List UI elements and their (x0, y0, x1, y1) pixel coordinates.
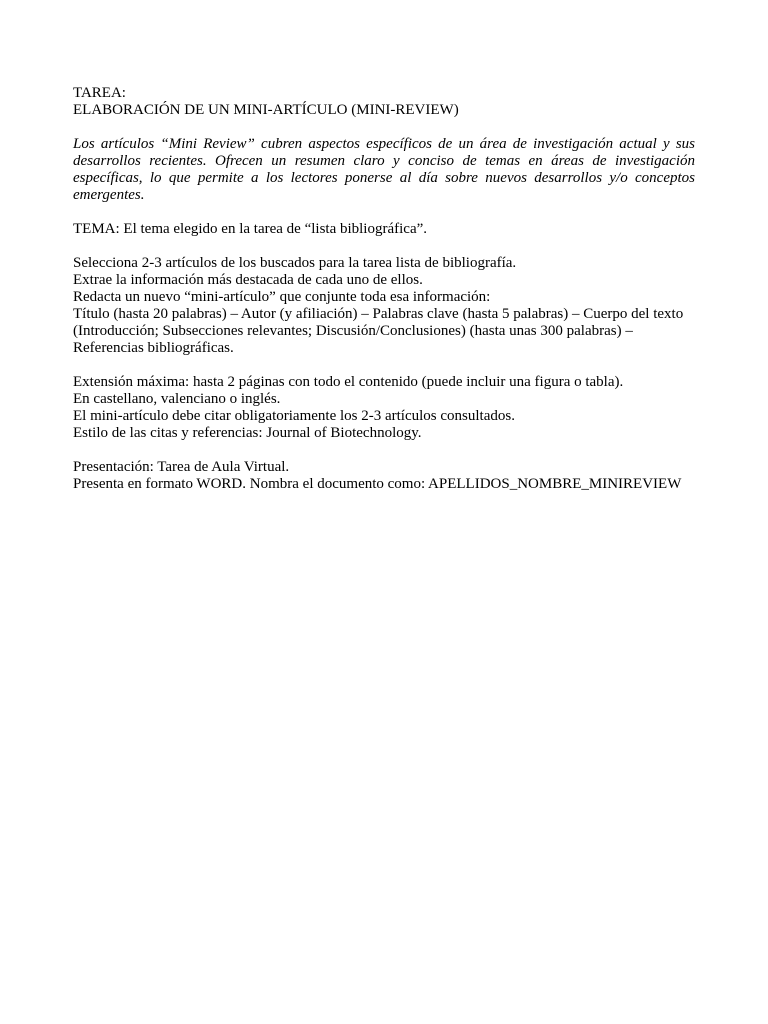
spacer (73, 204, 695, 221)
topic-line: TEMA: El tema elegido en la tarea de “lista bibliográfica”. (73, 221, 428, 237)
spacer (73, 119, 695, 136)
step-item: Selecciona 2-3 artículos de los buscados para la tarea lista de bibliografía. (73, 255, 517, 271)
presentation-item: Presentación: Tarea de Aula Virtual. (73, 459, 290, 475)
requirement-item: Extensión máxima: hasta 2 páginas con todo el contenido (puede incluir una figura o tabla). (73, 374, 624, 390)
steps-list (73, 255, 695, 357)
requirement-item: Estilo de las citas y referencias: Journal of Biotechnology. (73, 425, 422, 441)
presentation-block (73, 459, 695, 493)
spacer (73, 238, 695, 255)
document-title: ELABORACIÓN DE UN MINI-ARTÍCULO (MINI-REVIEW) (73, 102, 459, 118)
step-item: Extrae la información más destacada de cada uno de ellos. (73, 272, 423, 288)
requirements-list (73, 374, 695, 442)
step-item: Título (hasta 20 palabras) – Autor (y afiliación) – Palabras clave (hasta 5 palabras) – Cuerpo del texto (Introducción; Subsecciones relevantes; Discusión/Conclusiones) (hasta unas 300 palabras) – Referencias bibliográficas. (73, 306, 684, 356)
requirement-item: En castellano, valenciano o inglés. (73, 391, 281, 407)
requirement-item: El mini-artículo debe citar obligatoriamente los 2-3 artículos consultados. (73, 408, 515, 424)
step-item: Redacta un nuevo “mini-artículo” que conjunte toda esa información: (73, 289, 491, 305)
spacer (73, 357, 695, 374)
presentation-item: Presenta en formato WORD. Nombra el documento como: APELLIDOS_NOMBRE_MINIREVIEW (73, 476, 682, 492)
document-page (73, 85, 695, 493)
task-label: TAREA: (73, 85, 126, 101)
spacer (73, 442, 695, 459)
intro-paragraph: Los artículos “Mini Review” cubren aspectos específicos de un área de investigación actual y sus desarrollos recientes. Ofrecen un resumen claro y conciso de temas en áreas de investigación específicas, lo que permite a los lectores ponerse al día sobre nuevos desarrollos y/o conceptos emergentes. (73, 136, 695, 203)
